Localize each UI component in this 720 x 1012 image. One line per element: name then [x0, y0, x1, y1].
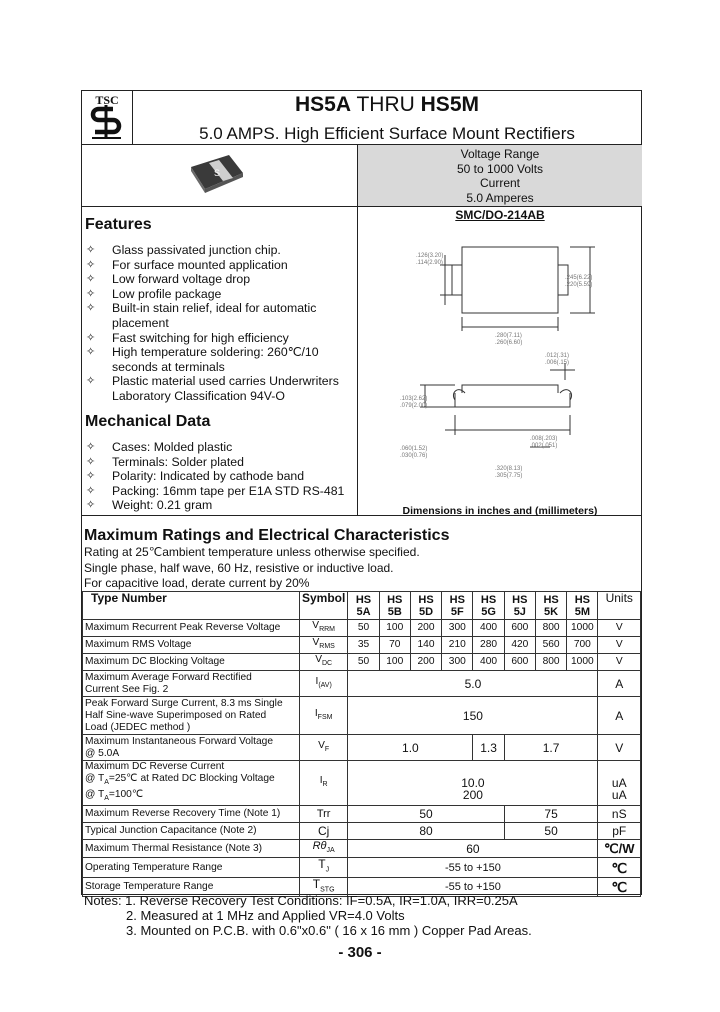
svg-text:.245(6.22): .245(6.22) — [565, 275, 593, 281]
list-item: ✧ High temperature soldering: 260℃/10 seconds at terminals — [86, 345, 319, 374]
table-row: Maximum Thermal Resistance (Note 3) $R\theta_{JA}$ 60 ℃/W — [83, 840, 641, 858]
header-units: Units — [598, 592, 641, 620]
svg-text:.012(.31): .012(.31) — [545, 353, 570, 359]
features-heading: Features — [85, 216, 152, 233]
mechanical-list — [83, 440, 353, 513]
package-name: SMC/DO-214AB — [455, 208, 545, 222]
svg-text:.103(2.62): .103(2.62) — [400, 396, 428, 402]
smc-package-icon — [185, 153, 247, 195]
table-row: Maximum DC Blocking Voltage $V_{DC}$ 50 100 200 300 400 600 800 1000 V — [83, 654, 641, 671]
svg-text:.320(8.13): .320(8.13) — [495, 466, 523, 472]
list-item: ✧ Polarity: Indicated by cathode band — [86, 469, 305, 484]
header-type-5b: HS 5B — [379, 592, 410, 620]
voltage-value: 50 to 1000 Volts — [456, 161, 544, 176]
header-type-5a: HS 5A — [348, 592, 379, 620]
header-type-5k: HS 5K — [535, 592, 566, 620]
page-subtitle: 5.0 AMPS. High Efficient Surface Mount Rectifiers — [199, 124, 575, 143]
svg-text:.008(.203): .008(.203) — [530, 436, 558, 442]
svg-text:.114(2.90): .114(2.90) — [416, 260, 443, 266]
mechanical-heading: Mechanical Data — [85, 413, 211, 430]
header-symbol: Symbol — [299, 592, 347, 620]
logo-text: TSC — [95, 93, 119, 107]
dims-caption: Dimensions in inches and (millimeters) — [402, 505, 598, 517]
table-row: Typical Junction Capacitance (Note 2) Cj 80 50 pF — [83, 823, 641, 840]
rating-note-1: Rating at 25℃ambient temperature unless otherwise specified. — [84, 545, 420, 559]
list-item: ✧ Packing: 16mm tape per E1A STD RS-481 — [86, 483, 345, 498]
table-header-row — [83, 592, 641, 620]
note-3: 3. Mounted on P.C.B. with 0.6"x0.6" ( 16 x 16 mm ) Copper Pad Areas. — [126, 923, 532, 938]
summary-box — [358, 145, 642, 206]
list-item: ✧ Cases: Molded plastic — [86, 440, 233, 454]
header-type-5j: HS 5J — [504, 592, 535, 620]
list-item: ✧ Plastic material used carries Underwriters Laboratory Classification 94V-O — [86, 374, 339, 403]
list-item: ✧ Glass passivated junction chip. — [86, 243, 281, 257]
svg-text:.030(0.76): .030(0.76) — [400, 453, 428, 459]
svg-text:.060(1.52): .060(1.52) — [400, 446, 428, 452]
header-type-5d: HS 5D — [410, 592, 441, 620]
list-item: ✧ Fast switching for high efficiency — [86, 330, 289, 345]
current-label: Current — [479, 176, 520, 190]
list-item: ✧ Built-in stain relief, ideal for automatic placement — [86, 301, 317, 330]
current-value: 5.0 Amperes — [466, 190, 534, 205]
svg-text:.305(7.75): .305(7.75) — [495, 473, 523, 479]
table-row: Maximum Recurrent Peak Reverse Voltage $V_{RRM}$ 50 100 200 300 400 600 800 1000 V — [83, 620, 641, 637]
svg-text:.220(5.59): .220(5.59) — [565, 282, 593, 288]
note-1: Notes: 1. Reverse Recovery Test Conditions: IF=0.5A, IR=1.0A, IRR=0.25A — [84, 893, 518, 908]
svg-text:.260(6.60): .260(6.60) — [495, 340, 523, 346]
logo-symbol-icon — [87, 105, 127, 141]
table-row: Maximum Instantaneous Forward Voltage @ 5.0A $V_F$ 1.0 1.3 1.7 V — [83, 735, 641, 761]
header-type-5g: HS 5G — [473, 592, 504, 620]
features-list — [83, 243, 353, 404]
svg-text:.002(.051): .002(.051) — [530, 443, 558, 449]
package-outline-drawing — [400, 235, 610, 485]
ratings-table — [82, 591, 641, 897]
list-item: ✧ For surface mounted application — [86, 257, 288, 272]
table-row: Maximum Reverse Recovery Time (Note 1) Trr 50 75 nS — [83, 806, 641, 823]
note-2: 2. Measured at 1 MHz and Applied VR=4.0 Volts — [126, 908, 405, 923]
header-type-5f: HS 5F — [442, 592, 473, 620]
svg-text:.079(2.00): .079(2.00) — [400, 403, 428, 409]
table-row: Maximum RMS Voltage $V_{RMS}$ 35 70 140 210 280 420 560 700 V — [83, 637, 641, 654]
table-row: Peak Forward Surge Current, 8.3 ms Single Half Sine-wave Superimposed on Rated Load (JEDEC method ) $I_{FSM}$ 150 A — [83, 697, 641, 735]
list-item: ✧ Terminals: Solder plated — [86, 454, 244, 469]
list-item: ✧ Low forward voltage drop — [86, 272, 251, 287]
svg-text:.280(7.11): .280(7.11) — [495, 333, 522, 339]
svg-text:.006(.15): .006(.15) — [545, 360, 570, 366]
table-row: Storage Temperature Range $T_{STG}$ -55 to +150 ℃ — [83, 877, 641, 896]
page-number: - 306 - — [338, 944, 382, 961]
page-title: HS5A THRU HS5M — [294, 93, 479, 116]
header-type-number: Type Number — [83, 592, 300, 620]
svg-text:S: S — [214, 168, 221, 178]
tsc-logo — [87, 93, 127, 141]
table-row: Operating Temperature Range $T_J$ -55 to +150 ℃ — [83, 858, 641, 877]
voltage-label: Voltage Range — [460, 147, 540, 161]
rating-note-3: For capacitive load, derate current by 20% — [84, 576, 310, 590]
svg-text:.126(3.20): .126(3.20) — [416, 253, 444, 259]
table-row: Maximum DC Reverse Current @ $T_A=25℃$ at Rated DC Blocking Voltage @ $T_A=100℃$ $I_R$ 10.0 200 uA uA — [83, 761, 641, 806]
ratings-heading: Maximum Ratings and Electrical Characteristics — [84, 527, 450, 544]
header-type-5m: HS 5M — [567, 592, 598, 620]
list-item: ✧ Low profile package — [86, 286, 222, 301]
table-row: Maximum Average Forward Rectified Current See Fig. 2 $I_{(AV)}$ 5.0 A — [83, 671, 641, 697]
list-item: ✧ Weight: 0.21 gram — [86, 498, 213, 513]
rating-note-2: Single phase, half wave, 60 Hz, resistive or inductive load. — [84, 561, 394, 575]
